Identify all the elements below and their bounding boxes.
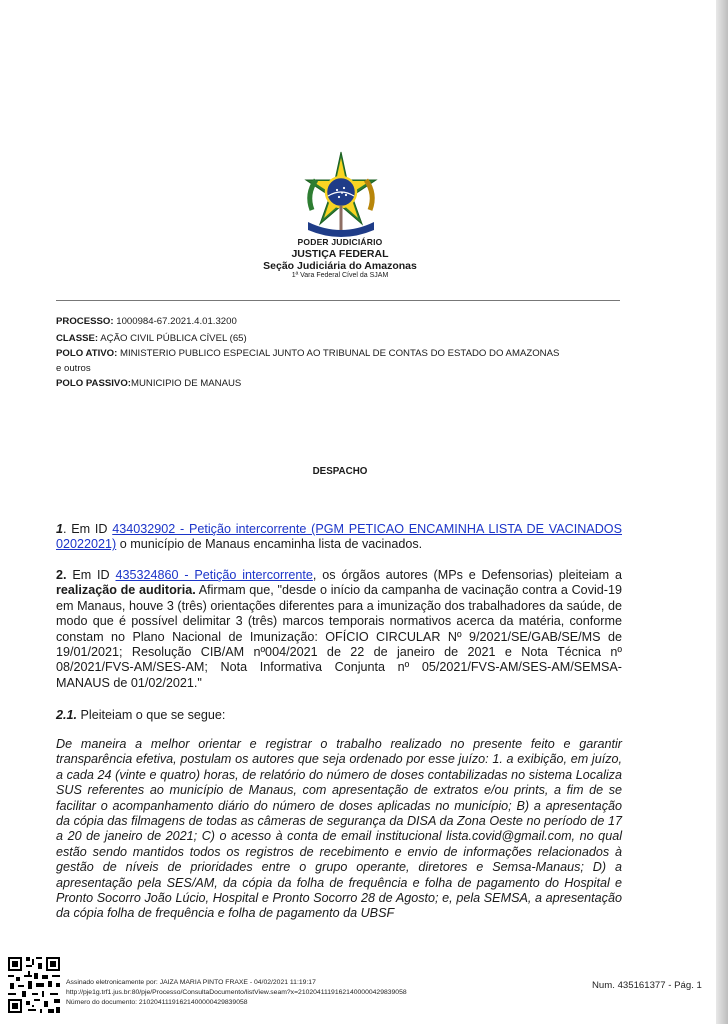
document-number-line: Número do documento: 21020411191621400000429839058 bbox=[66, 999, 248, 1006]
page-edge-shadow bbox=[716, 0, 728, 1024]
paragraph-2-1-number: 2.1. bbox=[56, 708, 78, 722]
header-line-vara: 1ª Vara Federal Cível da SJAM bbox=[291, 271, 389, 279]
paragraph-2-1-text: Pleiteiam o que se segue: bbox=[77, 708, 226, 722]
meta-classe bbox=[56, 333, 626, 345]
paragraph-1-pre: . Em ID bbox=[63, 522, 113, 536]
polo-ativo-label: POLO ATIVO: bbox=[56, 348, 118, 359]
brazil-coat-of-arms-emblem bbox=[300, 150, 382, 242]
header-line-secao-judiciaria: Seção Judiciária do Amazonas bbox=[263, 259, 417, 272]
processo-value: 1000984-67.2021.4.01.3200 bbox=[113, 316, 237, 327]
paragraph-1-document-link[interactable]: 434032902 - Petição intercorrente (PGM PETICAO ENCAMINHA LISTA DE VACINADOS 02022021) bbox=[56, 522, 622, 552]
meta-processo bbox=[56, 316, 626, 328]
document-url-line[interactable]: http://pje1g.trf1.jus.br:80/pje/Processo/ConsultaDocumento/listView.seam?x=21020411191621400000429839058 bbox=[66, 989, 407, 996]
polo-ativo-value: MINISTERIO PUBLICO ESPECIAL JUNTO AO TRIBUNAL DE CONTAS DO ESTADO DO AMAZONAS bbox=[117, 348, 560, 359]
paragraph-2-number: 2. bbox=[56, 568, 67, 582]
paragraph-2-document-link[interactable]: 435324860 - Petição intercorrente bbox=[115, 568, 313, 582]
paragraph-2-post: Afirmam que, "desde o início da campanha de vacinação contra a Covid-19 em Manaus, houve 3 (três) orientações diferentes para a imunização dos trabalhadores da saúde, de modo que é possível delimitar 3 (três) marcos temporais normativos acerca da matéria, conforme constam no Plano Nacional de Imunização: OFÍCIO CIRCULAR Nº 9/2021/SE/GAB/SE/MS de 19/01/2021; Resolução CIB/AM nº004/2021 de 22 de janeiro de 2021 e Nota Técnica nº 08/2021/FVS-AM/SES-AM; Nota Informativa Conjunta nº 05/2021/FVS-AM/SES-AM/SEMSA-MANAUS de 01/02/2021." bbox=[56, 583, 622, 690]
meta-polo-ativo-continuation: e outros bbox=[56, 363, 91, 374]
paragraph-2 bbox=[56, 568, 622, 691]
signature-footer bbox=[66, 978, 566, 1008]
paragraph-2-bold: realização de auditoria. bbox=[56, 583, 196, 598]
paragraph-2-1 bbox=[56, 708, 622, 723]
paragraph-2-mid: , os órgãos autores (MPs e Defensorias) pleiteiam a bbox=[312, 568, 622, 582]
document-title: DESPACHO bbox=[312, 466, 368, 477]
paragraph-1 bbox=[56, 522, 622, 553]
paragraph-1-number: 1 bbox=[56, 522, 64, 536]
classe-label: CLASSE: bbox=[56, 333, 99, 344]
processo-label: PROCESSO: bbox=[56, 316, 114, 327]
qr-code bbox=[6, 955, 62, 1015]
paragraph-1-post: o município de Manaus encaminha lista de vacinados. bbox=[116, 537, 423, 552]
header-line-poder-judiciario: PODER JUDICIÁRIO bbox=[297, 237, 383, 247]
polo-passivo-value: MUNICIPIO DE MANAUS bbox=[130, 378, 242, 389]
meta-polo-passivo bbox=[56, 378, 626, 390]
quoted-request-paragraph: De maneira a melhor orientar e registrar o trabalho realizado no presente feito e garantir transparência efetiva, postulam os autores que seja ordenado por esse juízo: 1. a exibição, em juízo, a cada 24 (vinte e quatro) horas, de relatório do número de doses contabilizadas no sistema Localiza SUS referentes ao município de Manaus, com apresentação de extratos e/ou prints, a fim de se facilitar o acompanhamento diário do número de doses aplicadas no município; B) a apresentação da cópia das filmagens de todas as câmeras de segurança da DISA da Zona Oeste no período de 17 a 20 de janeiro de 2021; C) o acesso à conta de email institucional lista.covid@gmail.com, no qual estão sendo mantidos todos os registros de recebimento e envio de informações relacionados à gestão de níveis de prioridades entre o grupo operante, diretores e Semsa-Manaus; D) a apresentação pela SES/AM, da cópia da folha de frequência e folha de pagamento do Hospital e Pronto Socorro João Lúcio, Hospital e Pronto Socorro 28 de Agosto; e, pela SEMSA, a apresentação da cópia folha de frequência e folha de pagamento da UBSF bbox=[56, 737, 622, 921]
classe-value: AÇÃO CIVIL PÚBLICA CÍVEL (65) bbox=[98, 333, 247, 344]
header-line-justica-federal: JUSTIÇA FEDERAL bbox=[291, 247, 389, 260]
court-header bbox=[230, 238, 450, 280]
meta-polo-ativo bbox=[56, 348, 626, 360]
page-number: Num. 435161377 - Pág. 1 bbox=[592, 980, 702, 991]
header-divider bbox=[56, 300, 620, 301]
signed-by-line: Assinado eletronicamente por: JAIZA MARIA PINTO FRAXE - 04/02/2021 11:19:17 bbox=[66, 979, 316, 986]
polo-passivo-label: POLO PASSIVO: bbox=[56, 378, 131, 389]
paragraph-2-pre: Em ID bbox=[66, 568, 116, 582]
